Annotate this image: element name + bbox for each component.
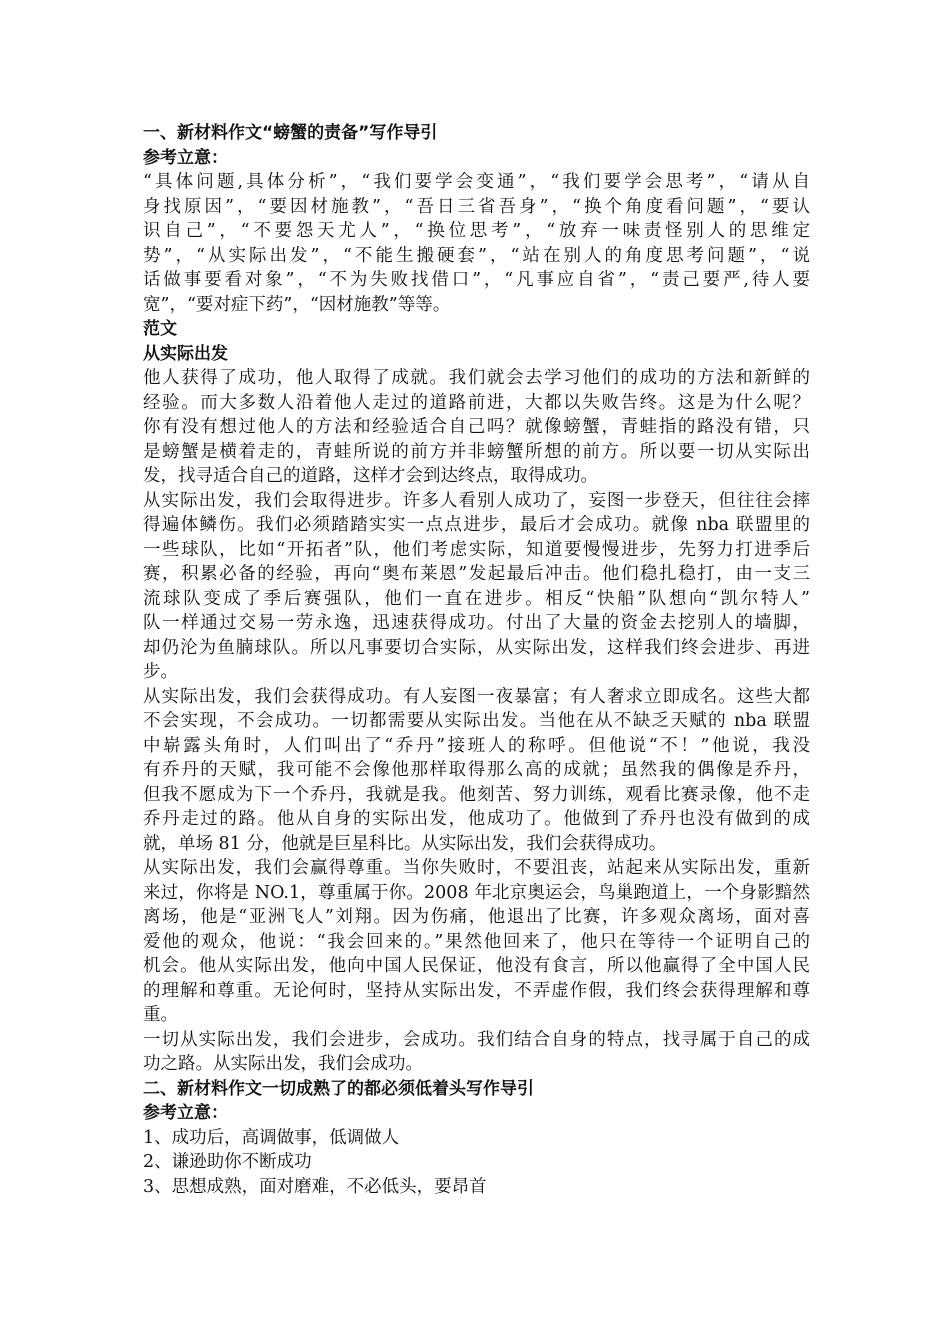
- text-line: 是螃蟹是横着走的，青蛙所说的前方并非螃蟹所想的前方。所以要一切从实际出: [143, 441, 810, 462]
- text-line: 识自己”，“不要怨天尤人”，“换位思考”，“放弃一味责怪别人的思维定: [143, 221, 810, 241]
- text-line: 一切从实际出发，我们会进步，会成功。我们结合自身的特点，找寻属于自己的成: [143, 1029, 810, 1050]
- text-line: 从实际出发，我们会获得成功。有人妄图一夜暴富；有人奢求立即成名。这些大都: [143, 686, 810, 707]
- essay-paragraph: [143, 856, 810, 1028]
- text-line: 爱他的观众，他说：“我会回来的。”果然他回来了，他只在等待一个证明自己的: [143, 931, 810, 952]
- section2-ideas-label: 参考立意：: [143, 1103, 228, 1123]
- text-line: 来过，你将是 NO.1，尊重属于你。2008 年北京奥运会，鸟巢跑道上，一个身影黯然: [143, 882, 810, 903]
- list-item: 1、成功后，高调做事，低调做人: [143, 1127, 400, 1148]
- text-line: 一些球队，比如“开拓者”队，他们考虑实际，知道要慢慢进步，先努力打进季后: [143, 539, 810, 560]
- section1-heading: 一、新材料作文“螃蟹的责备”写作导引: [143, 123, 438, 143]
- section1-ideas-text: [143, 170, 810, 317]
- essay-paragraph: [143, 1028, 810, 1077]
- text-line: 赛，积累必备的经验，再向“奥布莱恩”发起最后冲击。他们稳扎稳打，由一支三: [143, 564, 810, 584]
- document-page: [143, 121, 810, 1199]
- text-line: 功之路。从实际出发，我们会成功。: [143, 1054, 423, 1074]
- essay-paragraph: [143, 489, 810, 685]
- text-line: 中崭露头角时，人们叫出了“乔丹”接班人的称呼。但他说“不！”他说，我没: [143, 735, 810, 756]
- text-line: 身找原因”，“要因材施教”，“吾日三省吾身”，“换个角度看问题”，“要认: [143, 196, 810, 217]
- text-line: 从实际出发，我们会赢得尊重。当你失败时，不要沮丧，站起来从实际出发，重新: [143, 858, 810, 878]
- text-line: 就，单场 81 分，他就是巨星科比。从实际出发，我们会获得成功。: [143, 833, 667, 854]
- text-line: 从实际出发，我们会取得进步。许多人看别人成功了，妄图一步登天，但往往会摔: [143, 490, 810, 511]
- text-line: 势”，“从实际出发”，“不能生搬硬套”，“站在别人的角度思考问题”，“说: [143, 245, 810, 266]
- text-line: 发，找寻适合自己的道路，这样才会到达终点，取得成功。: [143, 466, 598, 486]
- text-line: 却仍沦为鱼腩球队。所以凡事要切合实际，从实际出发，这样我们终会进步、再进: [143, 637, 810, 658]
- section2-heading: 二、新材料作文一切成熟了的都必须低着头写作导引: [143, 1078, 534, 1099]
- text-line: 不会实现，不会成功。一切都需要从实际出发。当他在从不缺乏天赋的 nba 联盟: [143, 711, 810, 731]
- text-line: 机会。他从实际出发，他向中国人民保证，他没有食言，所以他赢得了全中国人民: [143, 956, 810, 976]
- sample-essay-label: 范文: [143, 319, 177, 339]
- text-line: 乔丹走过的路。他从自身的实际出发，他成功了。他做到了乔丹也没有做到的成: [143, 809, 810, 829]
- section1-ideas-label: 参考立意：: [143, 147, 228, 168]
- text-line: 有乔丹的天赋，我可能不会像他那样取得那么高的成就；虽然我的偶像是乔丹，: [143, 760, 810, 780]
- text-line: 经验。而大多数人沿着他人走过的道路前进，大都以失败告终。这是为什么呢？: [143, 392, 810, 413]
- text-line: 离场，他是“亚洲飞人”刘翔。因为伤痛，他退出了比赛，许多观众离场，面对喜: [143, 907, 810, 927]
- text-line: 重。: [143, 1005, 178, 1025]
- text-line: 话做事要看对象”，“不为失败找借口”，“凡事应自省”，“责己要严,待人要: [143, 270, 810, 290]
- list-item: 2、谦逊助你不断成功: [143, 1152, 312, 1172]
- essay-paragraph: [143, 366, 810, 489]
- text-line: 队一样通过交易一劳永逸，迅速获得成功。付出了大量的资金去挖别人的墙脚，: [143, 613, 810, 633]
- text-line: 宽”，“要对症下药”，“因材施教”等等。: [143, 294, 451, 315]
- text-line: 你有没有想过他人的方法和经验适合自己吗？就像螃蟹，青蛙指的路没有错，只: [143, 417, 810, 437]
- list-item: 3、思想成熟，面对磨难，不必低头，要昂首: [143, 1176, 487, 1197]
- text-line: 步。: [143, 662, 178, 682]
- essay-title: 从实际出发: [143, 343, 228, 364]
- text-line: 但我不愿成为下一个乔丹，我就是我。他刻苦、努力训练，观看比赛录像，他不走: [143, 784, 810, 805]
- text-line: 他人获得了成功，他人取得了成就。我们就会去学习他们的成功的方法和新鲜的: [143, 368, 810, 388]
- text-line: “具体问题,具体分析”，“我们要学会变通”，“我们要学会思考”，“请从自: [143, 172, 810, 192]
- essay-paragraph: [143, 685, 810, 857]
- text-line: 流球队变成了季后赛强队，他们一直在进步。相反“快船”队想向“凯尔特人”: [143, 588, 810, 609]
- text-line: 的理解和尊重。无论何时，坚持从实际出发，不弄虚作假，我们终会获得理解和尊: [143, 980, 810, 1001]
- text-line: 得遍体鳞伤。我们必须踏踏实实一点点进步，最后才会成功。就像 nba 联盟里的: [143, 515, 810, 535]
